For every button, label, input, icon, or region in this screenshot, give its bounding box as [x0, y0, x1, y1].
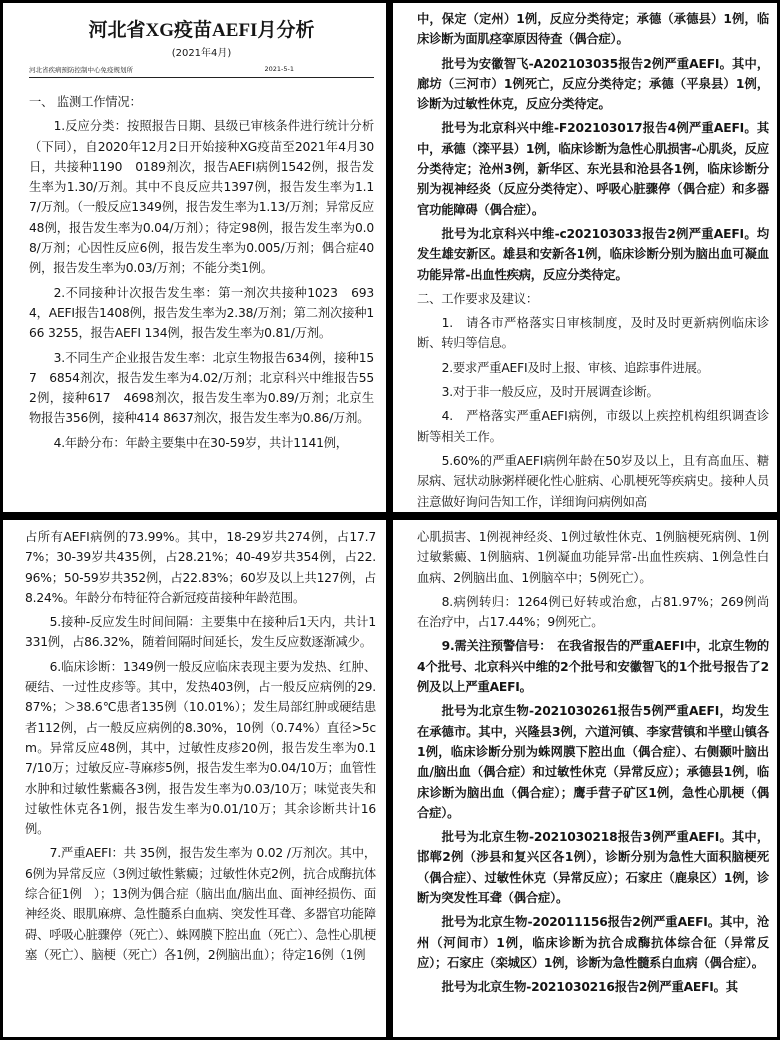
paragraph: 占所有AEFI病例的73.99%。其中，18-29岁共274例，占17.77%；30-39岁共435例，占28.21%；40-49岁共354例，占22.96%；50-59岁共352例，占22.83%；60岁及以上共127例，占8.24%。年龄分布特征符合新冠疫苗接种年龄范围。 — [25, 530, 376, 605]
paragraph: 2.不同接种计次报告发生率：第一剂次共接种1023 6934，AEFI报告1408例，报告发生率为2.38/万剂；第二剂次接种166 3255，报告AEFI 134例，报告发生率为0.81/万剂。 — [29, 285, 374, 341]
paragraph: 批号为北京生物-2021030218报告3例严重AEFI。其中，邯郸2例（涉县和复兴区各1例），诊断分别为急性大面积脑梗死（偶合症）、过敏性休克（异常反应）；石家庄（鹿泉区）1例，诊断为突发性耳聋（偶合症）。 — [417, 830, 769, 906]
paragraph: 批号为北京科兴中维-F202103017报告4例严重AEFI。其中，承德（滦平县）1例，临床诊断为急性心肌损害-心肌炎，反应分类待定；沧州3例，新华区、东光县和沧县各1例，临床诊断分别为视神经炎（反应分类待定）、呼吸心脏骤停（偶合症）和多器官功能障碍（偶合症）。 — [417, 121, 769, 217]
document-header-line — [29, 65, 374, 78]
document-subtitle: (2021年4月) — [171, 48, 232, 59]
document-page-4 — [393, 520, 777, 1037]
paragraph: 4. 严格落实严重AEFI病例，市级以上疾控机构组织调查诊断等相关工作。 — [417, 409, 769, 444]
paragraph: 3.对于非一般反应，及时开展调查诊断。 — [441, 385, 659, 400]
paragraph: 心肌损害、1例视神经炎、1例过敏性休克、1例脑梗死病例、1例过敏紫癜、1例脑病、1例凝血功能异常-出血性疾病、1例急性白血病、2例脑出血、1例脑卒中；5例死亡）。 — [417, 530, 769, 585]
paragraph: 2.要求严重AEFI及时上报、审核、追踪事件进展。 — [441, 360, 709, 375]
paragraph: 3.不同生产企业报告发生率：北京生物报告634例，接种157 6854剂次，报告发生率为4.02/万剂；北京科兴中维报告552例，接种617 4698剂次，报告发生率为0.89/万剂；北京生物报告356例，接种414 8637剂次，报告发生率为0.86/万剂。 — [29, 350, 374, 426]
section-heading: 一、 监测工作情况： — [29, 95, 142, 109]
paragraph: 7.严重AEFI：共 35例，报告发生率为 0.02 /万剂次。其中，6例为异常反应（3例过敏性紫癜；过敏性休克2例，抗合成酶抗体综合征1例 ）；13例为偶合症（脑出血/脑出血、面神经损伤、面神经炎、眼肌麻痹、急性髓系白血病、突发性耳聋、多器官功能障碍、呼吸心脏骤停（死亡）、蛛网膜下腔出血（死亡）、急性心肌梗塞（死亡）、脑梗（死亡）各1例，2例脑出血）；待定16例（1例 — [25, 846, 376, 962]
issuing-organization: 河北省疾病预防控制中心免疫规划所 — [29, 66, 133, 74]
paragraph: 批号为安徽智飞-A202103035报告2例严重AEFI。其中，廊坊（三河市）1例死亡，反应分类待定；承德（平泉县）1例，诊断为过敏性休克，反应分类待定。 — [417, 56, 769, 112]
document-page-3 — [3, 520, 386, 1037]
paragraph: 5.接种-反应发生时间间隔：主要集中在接种后1天内，共计1331例，占86.32%，随着间隔时间延长，发生反应数逐渐减少。 — [25, 615, 376, 650]
document-page-1 — [3, 3, 386, 512]
paragraph: 批号为北京科兴中维-c202103033报告2例严重AEFI。均发生雄安新区。雄县和安新各1例，临床诊断分别为脑出血可凝血功能异常-出血性疾病，反应分类待定。 — [417, 226, 769, 282]
paragraph: 批号为北京生物-2021030216报告2例严重AEFI。其 — [441, 980, 738, 995]
paragraph: 批号为北京生物-2021030261报告5例严重AEFI，均发生在承德市。其中，兴隆县3例，六道河镇、李家营镇和半壁山镇各1例，临床诊断分别为蛛网膜下腔出血（偶合症）、右侧颞叶脑出血/脑出血（偶合症）和过敏性休克（异常反应）；承德县1例，临床诊断为脑出血（偶合症）；鹰手营子矿区1例，急性心肌梗（偶合症）。 — [417, 704, 769, 820]
paragraph: 1.反应分类：按照报告日期、县级已审核条件进行统计分析（下同），自2020年12月2日开始接种XG疫苗至2021年4月30日，共接种1190 0189剂次，报告AEFI病例1542例，报告发生率为1.30/万剂。其中不良反应共1397例，报告发生率为1.17/万剂。（一般反应1349例，报告发生率为1.13/万剂；异常反应48例，报告发生率为0.04/万剂）；待定98例，报告发生率为0.08/万剂；心因性反应6例，报告发生率为0.005/万剂；偶合症40例，报告发生率为0.03/万剂；不能分类1例。 — [29, 119, 374, 276]
paragraph: 9.需关注预警信号： 在我省报告的严重AEFI中，北京生物的4个批号、北京科兴中维的2个批号和安徽智飞的1个批号报告了2例及以上严重AEFI。 — [417, 639, 769, 695]
paragraph: 5.60%的严重AEFI病例年龄在50岁及以上，且有高血压、糖尿病、冠状动脉粥样硬化性心脏病、心肌梗死等疾病史。接种人员注意做好询问告知工作，详细询问病例如高 — [417, 453, 769, 509]
issue-date: 2021-5-1 — [264, 65, 294, 73]
document-page-2 — [393, 3, 777, 512]
document-title: 河北省XG疫苗AEFI月分析 — [88, 20, 315, 41]
paragraph: 中，保定（定州）1例，反应分类待定；承德（承德县）1例，临床诊断为面肌痉挛原因待查（偶合症）。 — [417, 12, 769, 47]
paragraph: 1. 请各市严格落实日审核制度，及时及时更新病例临床诊断、转归等信息。 — [417, 316, 769, 351]
paragraph: 4.年龄分布：年龄主要集中在30-59岁，共计1141例， — [53, 435, 348, 450]
paragraph: 批号为北京生物-202011156报告2例严重AEFI。其中，沧州（河间市）1例，临床诊断为抗合成酶抗体综合征（异常反应）；石家庄（栾城区）1例，诊断为急性髓系白血病（偶合症）。 — [417, 915, 769, 970]
section-heading: 二、工作要求及建议： — [417, 291, 538, 306]
paragraph: 6.临床诊断：1349例一般反应临床表现主要为发热、红肿、硬结、一过性皮疹等。其中，发热403例，占一般反应病例的29.87%；＞38.6℃患者135例（10.01%）；发生局部红肿或硬结患者112例，占一般反应病例的8.30%，10例（0.74%）直径>5cm。异常反应48例，其中，过敏性皮疹20例，报告发生率为0.17/10万；过敏反应-荨麻疹5例，报告发生率为0.04/10万；血管性水肿和过敏性紫癜各3例，报告发生率为0.03/10万；味觉丧失和过敏性休克各1例，报告发生率为0.01/10万；其余诊断共计16例。 — [25, 659, 376, 837]
paragraph: 8.病例转归：1264例已好转或治愈，占81.97%；269例尚在治疗中，占17.44%；9例死亡。 — [417, 594, 769, 630]
